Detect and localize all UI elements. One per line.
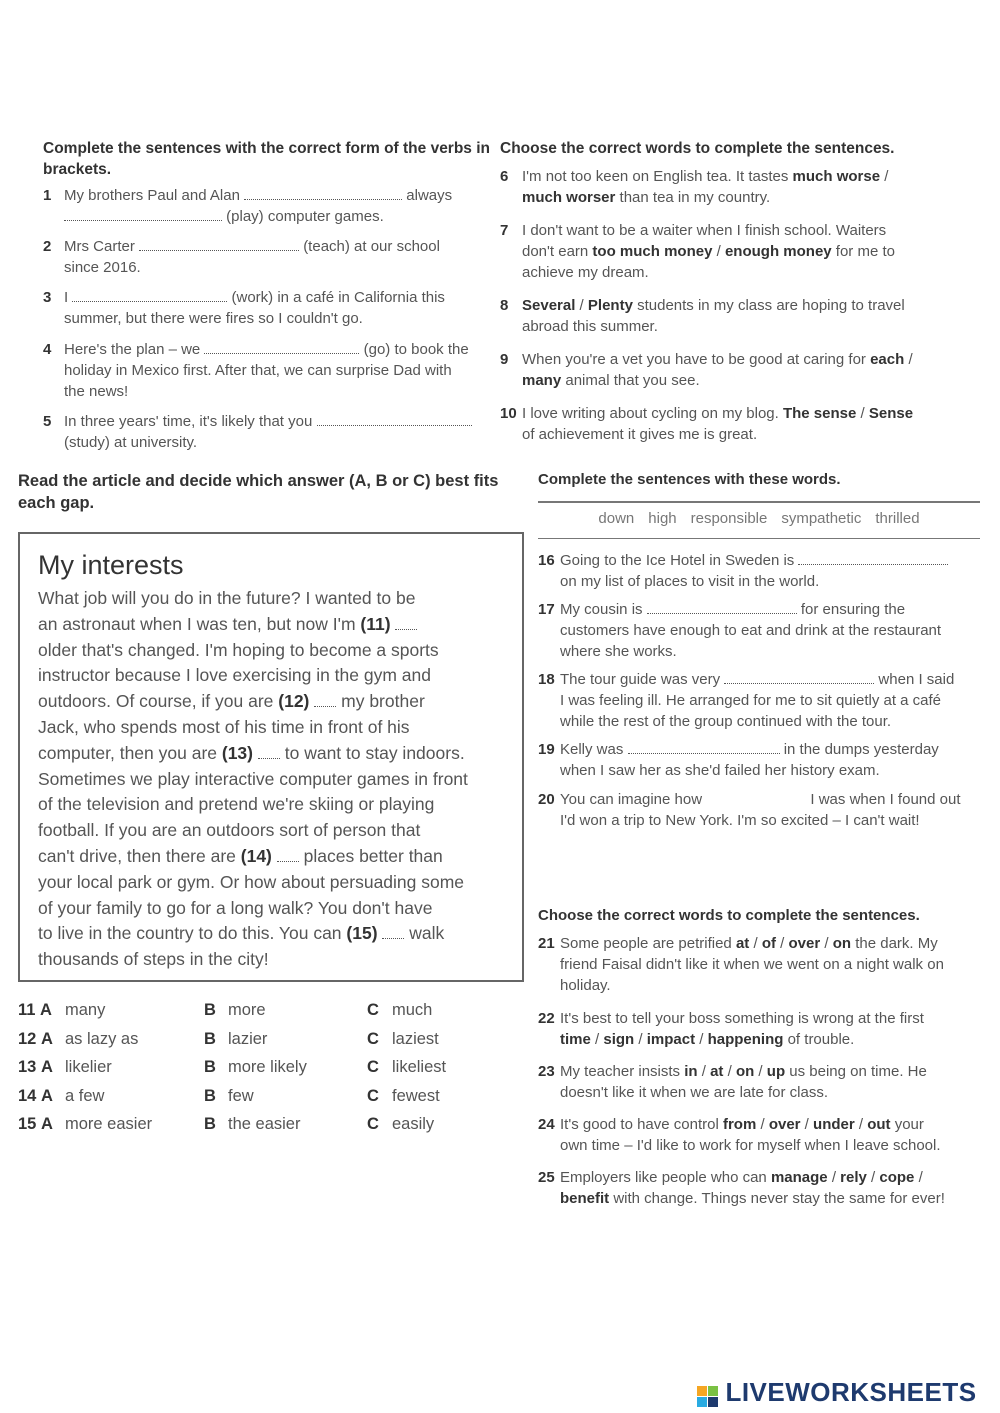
option-c[interactable]: laziest — [392, 1029, 439, 1048]
answer-blank-2[interactable] — [139, 238, 299, 251]
exercise-item-25: 25 Employers like people who can manage / rely / cope / benefit with change. Things never stay the same for ever! — [538, 1169, 945, 1207]
gap-number: (13) — [221, 742, 253, 763]
section-b-title: Choose the correct words to complete the sentences. — [500, 140, 895, 157]
article-line: of the television and pretend we're skiing or playing — [38, 794, 435, 815]
option-several[interactable]: Several — [522, 297, 576, 314]
option-time[interactable]: time — [560, 1031, 591, 1048]
option-happening[interactable]: happening — [707, 1031, 784, 1048]
option-much-worser[interactable]: much worser — [522, 189, 616, 206]
word-box-bottom-line — [538, 538, 980, 539]
word-box — [538, 510, 980, 528]
answer-blank-3[interactable] — [72, 289, 227, 302]
option-label: 12 A — [18, 1029, 53, 1048]
section-a-title: Complete the sentences with the correct form of the verbs in brackets. — [43, 140, 491, 178]
gap-number: (12) — [278, 691, 310, 712]
option-row — [18, 996, 498, 1025]
article-body — [38, 586, 518, 973]
answer-options — [18, 996, 498, 1139]
exercise-item-10: 10 I love writing about cycling on my blog. The sense / Sense of achievement it gives me is great. — [500, 405, 914, 443]
section-c-title: Read the article and decide which answer (A, B or C) best fits each gap. — [18, 472, 499, 512]
article-line: Jack, who spends most of his time in front of his — [38, 716, 410, 737]
answer-blank-16[interactable] — [798, 552, 948, 565]
option-enough-money[interactable]: enough money — [724, 243, 832, 260]
option-benefit[interactable]: benefit — [560, 1190, 610, 1207]
option-too-much-money[interactable]: too much money — [592, 243, 713, 260]
article-title: My interests — [38, 550, 184, 580]
exercise-item-23: 23 My teacher insists in / at / on / up us being on time. He doesn't like it when we are late for class. — [538, 1063, 927, 1101]
gap-number: (11) — [360, 613, 391, 634]
option-row — [18, 1053, 498, 1082]
logo-text: LIVEWORKSHEETS — [725, 1377, 977, 1407]
logo-mark-icon — [697, 1386, 718, 1407]
option-rely[interactable]: rely — [840, 1169, 867, 1186]
exercise-item-1: 1 My brothers Paul and Alan always (play) computer games. — [43, 187, 453, 225]
option-a[interactable]: many — [65, 1001, 106, 1019]
option-a[interactable]: a few — [65, 1086, 105, 1105]
option-impact[interactable]: impact — [646, 1031, 696, 1048]
option-c[interactable]: likeliest — [392, 1058, 447, 1076]
article-line: instructor because I love exercising in the gym and — [38, 665, 431, 686]
option-much-worse[interactable]: much worse — [792, 168, 881, 185]
option-a[interactable]: likelier — [65, 1058, 112, 1076]
article-line: What job will you do in the future? I wanted to be — [38, 588, 416, 608]
exercise-item-9: 9 When you're a vet you have to be good at caring for each / many animal that you see. — [500, 351, 913, 389]
answer-blank-1b[interactable] — [64, 208, 222, 221]
option-row — [18, 1025, 498, 1054]
option-over[interactable]: over — [788, 935, 821, 952]
exercise-item-2: 2 Mrs Carter (teach) at our school since 2016. — [43, 238, 440, 276]
answer-blank-5[interactable] — [317, 413, 472, 426]
gap-number: (14) — [240, 845, 272, 866]
gap-blank[interactable] — [277, 849, 299, 862]
word-box-item: responsible — [690, 510, 768, 527]
option-label: B — [204, 1001, 216, 1019]
option-a[interactable]: as lazy as — [65, 1029, 139, 1048]
option-b[interactable]: few — [228, 1086, 254, 1105]
option-b[interactable]: the easier — [228, 1115, 301, 1133]
exercise-item-8: 8 Several / Plenty students in my class are hoping to travel abroad this summer. — [500, 297, 905, 335]
word-box-item: high — [648, 510, 677, 527]
answer-blank-20[interactable] — [706, 791, 806, 804]
exercise-item-16: 16 Going to the Ice Hotel in Sweden is on my list of places to visit in the world. — [538, 550, 988, 592]
gap-number: (15) — [346, 923, 378, 944]
option-up[interactable]: up — [766, 1063, 786, 1080]
option-c[interactable]: easily — [392, 1115, 435, 1133]
option-the-sense[interactable]: The sense — [782, 405, 857, 422]
word-box-top-line — [538, 501, 980, 503]
option-row — [18, 1110, 498, 1139]
option-label: B — [204, 1029, 216, 1048]
exercise-item-21: 21 Some people are petrified at / of / over / on the dark. My friend Faisal didn't like it when we went on a night walk on holiday. — [538, 935, 944, 994]
exercise-item-5: 5 In three years' time, it's likely that you (study) at university. — [43, 411, 498, 453]
option-label: B — [204, 1115, 216, 1133]
option-in[interactable]: in — [684, 1063, 698, 1080]
gap-blank[interactable] — [314, 694, 336, 707]
option-from[interactable]: from — [722, 1116, 757, 1133]
option-label: 14 A — [18, 1086, 53, 1105]
exercise-item-3: 3 I (work) in a café in California this summer, but there were fires so I couldn't go. — [43, 289, 445, 327]
option-c[interactable]: fewest — [392, 1086, 440, 1105]
word-box-item: sympathetic — [781, 510, 862, 527]
option-label: C — [367, 1115, 379, 1133]
article-line: thousands of steps in the city! — [38, 949, 269, 970]
option-manage[interactable]: manage — [770, 1169, 828, 1186]
answer-blank-18[interactable] — [724, 671, 874, 684]
gap-blank[interactable] — [395, 617, 417, 630]
exercise-item-18: 18 The tour guide was very when I said I was feeling ill. He arranged for me to sit quietly at a café while the rest of the group continued with the tour. — [538, 671, 955, 730]
exercise-item-22: 22 It's best to tell your boss something is wrong at the first time / sign / impact / happening of trouble. — [538, 1010, 924, 1048]
exercise-item-7: 7 I don't want to be a waiter when I finish school. Waiters don't earn too much money / enough money for me to achieve my dream. — [500, 222, 895, 281]
option-at-23[interactable]: at — [710, 1063, 724, 1080]
option-of[interactable]: of — [761, 935, 776, 952]
answer-blank-4[interactable] — [204, 341, 359, 354]
section-d-title: Complete the sentences with these words. — [538, 471, 841, 488]
option-b[interactable]: lazier — [228, 1029, 268, 1048]
article-line: of your family to go for a long walk? You don't have — [38, 897, 433, 918]
word-box-item: down — [598, 510, 635, 527]
option-label: C — [367, 1029, 379, 1048]
option-c[interactable]: much — [392, 1001, 433, 1019]
gap-blank[interactable] — [258, 746, 280, 759]
option-cope[interactable]: cope — [879, 1169, 915, 1186]
article-line: football. If you are an outdoors sort of person that — [38, 820, 421, 841]
option-label: C — [367, 1086, 379, 1105]
option-label: B — [204, 1086, 216, 1105]
option-sense[interactable]: Sense — [868, 405, 914, 422]
liveworksheets-logo[interactable] — [697, 1377, 977, 1408]
answer-blank-1a[interactable] — [244, 187, 402, 200]
article-line: Sometimes we play interactive computer games in front — [38, 768, 468, 789]
article-line: your local park or gym. Or how about persuading some — [38, 871, 465, 892]
article-line: computer, then you are (13) to want to stay indoors. — [38, 742, 465, 763]
exercise-item-20: 20 You can imagine how I was when I found out I'd won a trip to New York. I'm so excited – I can't wait! — [538, 791, 961, 829]
option-plenty[interactable]: Plenty — [587, 297, 633, 314]
option-over-24[interactable]: over — [768, 1116, 801, 1133]
answer-blank-19[interactable] — [628, 741, 780, 754]
option-each[interactable]: each — [870, 351, 905, 368]
option-out[interactable]: out — [867, 1116, 891, 1133]
exercise-item-19: 19 Kelly was in the dumps yesterday when I saw her as she'd failed her history exam. — [538, 741, 939, 779]
article-line: to live in the country to do this. You can (15) walk — [38, 923, 445, 944]
option-label: 11 A — [18, 1001, 52, 1019]
option-b[interactable]: more — [228, 1001, 266, 1019]
exercise-item-17: 17 My cousin is for ensuring the customers have enough to eat and drink at the restaurant where she works. — [538, 601, 942, 660]
exercise-item-4: 4 Here's the plan – we (go) to book the holiday in Mexico first. After that, we can surprise Dad with the news! — [43, 341, 469, 400]
article-line: an astronaut when I was ten, but now I'm (11) — [38, 612, 518, 638]
option-label: C — [367, 1001, 379, 1019]
option-label: C — [367, 1058, 379, 1076]
gap-blank[interactable] — [382, 926, 404, 939]
option-a[interactable]: more easier — [65, 1115, 153, 1133]
section-e-title: Choose the correct words to complete the sentences. — [538, 907, 920, 924]
option-on[interactable]: on — [832, 935, 852, 952]
article-box — [18, 532, 524, 982]
option-many[interactable]: many — [522, 372, 562, 389]
exercise-item-24: 24 It's good to have control from / over / under / out your own time – I'd like to work for myself when I leave school. — [538, 1116, 941, 1154]
option-b[interactable]: more likely — [228, 1058, 307, 1076]
article-line: outdoors. Of course, if you are (12) my brother — [38, 691, 425, 712]
answer-blank-17[interactable] — [647, 601, 797, 614]
article-line: older that's changed. I'm hoping to become a sports — [38, 639, 439, 660]
word-box-item: thrilled — [875, 510, 920, 527]
option-label: 13 A — [18, 1058, 53, 1076]
option-row — [18, 1082, 498, 1111]
option-sign[interactable]: sign — [603, 1031, 635, 1048]
article-line: can't drive, then there are (14) places better than — [38, 845, 443, 866]
option-label: 15 A — [18, 1115, 53, 1133]
option-label: B — [204, 1058, 216, 1076]
option-on-23[interactable]: on — [735, 1063, 755, 1080]
option-under[interactable]: under — [813, 1116, 855, 1133]
exercise-item-6: 6 I'm not too keen on English tea. It tastes much worse / much worser than tea in my country. — [500, 168, 889, 206]
option-at[interactable]: at — [735, 935, 750, 952]
